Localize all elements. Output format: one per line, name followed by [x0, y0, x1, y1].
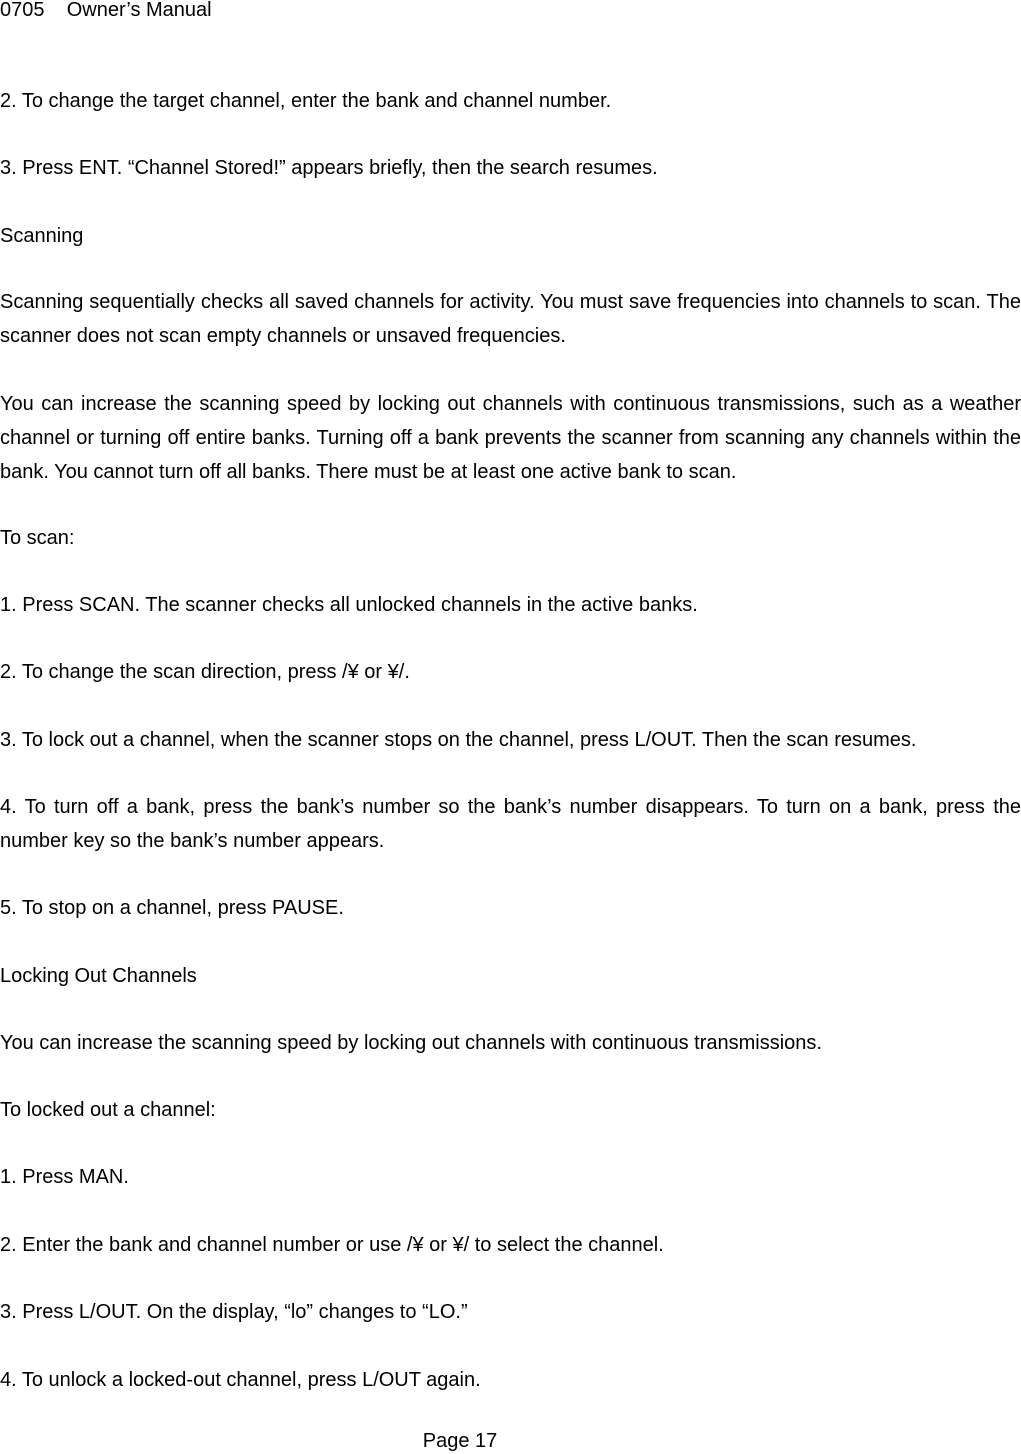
paragraph: Scanning sequentially checks all saved channels for activity. You must save frequencies into channels to scan. The scanner does not scan empty channels or unsaved frequencies. [0, 291, 1021, 347]
paragraph: 4. To turn off a bank, press the bank’s number so the bank’s number disappears. To turn on a bank, press the number key so the bank’s number appears. [0, 796, 1021, 852]
paragraph: You can increase the scanning speed by locking out channels with continuous transmissions, such as a weather channel or turning off entire banks. Turning off a bank prevents the scanner from scanning any channels within the bank. You cannot turn off all banks. There must be at least one active bank to scan. [0, 393, 1021, 483]
paragraph: You can increase the scanning speed by locking out channels with continuous transmissions. [0, 1032, 822, 1054]
page-number: Page 17 [422, 1430, 498, 1452]
paragraph: To locked out a channel: [0, 1099, 216, 1121]
paragraph: 3. Press ENT. “Channel Stored!” appears briefly, then the search resumes. [0, 157, 658, 179]
paragraph: 5. To stop on a channel, press PAUSE. [0, 897, 344, 919]
paragraph: To scan: [0, 527, 75, 549]
paragraph: 2. To change the scan direction, press /¥ or ¥/. [0, 661, 410, 683]
paragraph: 1. Press MAN. [0, 1166, 129, 1188]
section-heading-scanning: Scanning [0, 225, 84, 247]
paragraph: 3. Press L/OUT. On the display, “lo” changes to “LO.” [0, 1301, 468, 1323]
paragraph: 3. To lock out a channel, when the scanner stops on the channel, press L/OUT. Then the scan resumes. [0, 729, 917, 751]
paragraph: 2. Enter the bank and channel number or use /¥ or ¥/ to select the channel. [0, 1234, 664, 1256]
section-heading-locking-out: Locking Out Channels [0, 965, 197, 987]
page-header: 0705 Owner’s Manual [0, 0, 212, 21]
paragraph: 2. To change the target channel, enter the bank and channel number. [0, 90, 612, 112]
paragraph: 4. To unlock a locked-out channel, press L/OUT again. [0, 1369, 481, 1391]
paragraph: 1. Press SCAN. The scanner checks all unlocked channels in the active banks. [0, 594, 698, 616]
